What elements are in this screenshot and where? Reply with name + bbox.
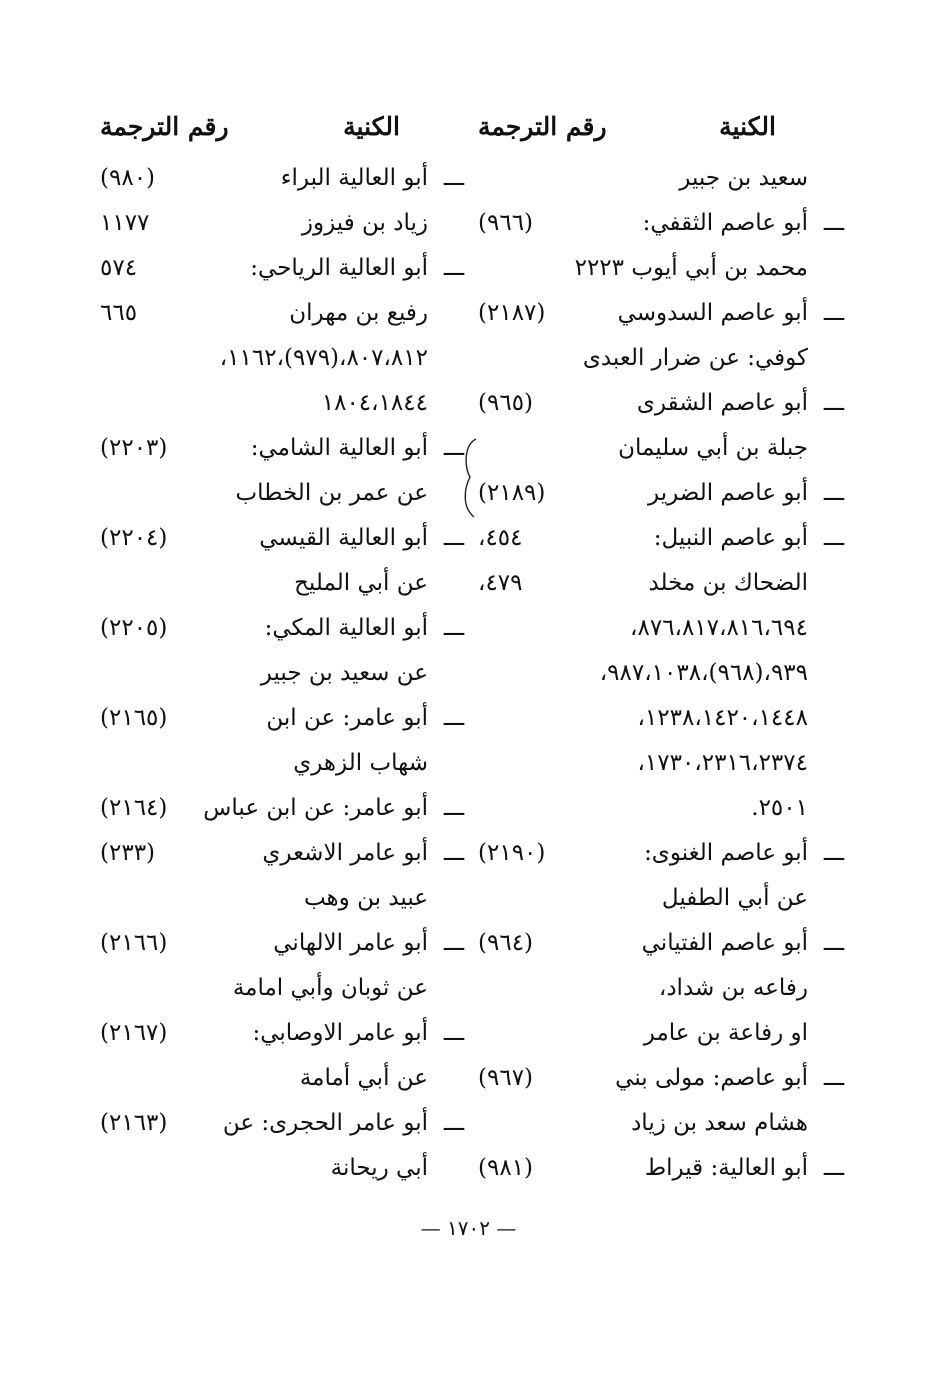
entry-row <box>478 561 850 606</box>
entry-row <box>478 156 850 201</box>
entry-row <box>478 966 850 1011</box>
left-entries <box>100 156 465 1191</box>
entry-row <box>478 876 850 921</box>
entry-row <box>478 786 850 831</box>
page-number: — ١٧٠٢ — <box>420 1216 517 1240</box>
entry-dash: ـــ <box>823 930 845 956</box>
entry-row <box>478 696 850 741</box>
entry-number: (٩٨١) <box>478 1155 534 1181</box>
entry-number-heading: رقم الترجمة <box>100 112 229 141</box>
entry-row <box>100 516 465 561</box>
entry-dash: ـــ <box>823 1155 845 1181</box>
entry-row <box>100 291 428 336</box>
entry-row <box>478 381 850 426</box>
entry-number: ٥٧٤ <box>100 255 138 281</box>
entry-row <box>100 696 465 741</box>
entry-row <box>100 1056 428 1101</box>
entry-text: أبو عاصم النبيل: <box>653 525 808 551</box>
entry-dash: ـــ <box>823 480 845 506</box>
entry-number: (٢١٦٦) <box>100 930 168 956</box>
entry-number: (٩٦٤) <box>478 930 534 956</box>
entry-text: أبو عاصم الغنوى: <box>644 840 808 866</box>
entry-text: ٨٠٧،٨١٢،(٩٧٩)،١١٦٢، <box>219 345 428 371</box>
entry-row <box>478 651 850 696</box>
entry-number: (٢١٦٤) <box>100 795 168 821</box>
entry-number: (٢٢٠٥) <box>100 615 168 641</box>
entry-text: عن أبي أمامة <box>299 1065 428 1091</box>
entry-dash: ـــ <box>443 615 465 641</box>
entry-row <box>100 606 465 651</box>
entry-number: (٩٦٥) <box>478 390 534 416</box>
entry-text: ١٢٣٨،١٤٢٠،١٤٤٨، <box>637 705 808 731</box>
entry-number: (٢١٨٩) <box>478 480 546 506</box>
entry-row <box>100 786 465 831</box>
entry-row <box>478 1056 850 1101</box>
entry-row <box>478 831 850 876</box>
entry-text: سعيد بن جبير <box>679 165 808 191</box>
entry-row <box>100 876 428 921</box>
entry-row <box>100 156 465 201</box>
entry-row <box>100 471 428 516</box>
entry-dash: ـــ <box>823 525 845 551</box>
entry-row <box>478 471 850 516</box>
entry-text: أبو عامر: عن ابن <box>266 705 428 731</box>
entry-text: ١٧٣٠،٢٣١٦،٢٣٧٤، <box>637 750 808 776</box>
entry-text: محمد بن أبي أيوب ٢٢٢٣ <box>574 255 808 281</box>
right-column-header <box>478 108 850 156</box>
entry-text: أبي ريحانة <box>330 1155 428 1181</box>
entry-dash: ـــ <box>443 435 465 461</box>
entry-number: (٢٢٠٤) <box>100 525 168 551</box>
entry-text: ٩٣٩،(٩٦٨)،٩٨٧،١٠٣٨، <box>599 660 808 686</box>
entry-text: أبو عاصم السدوسي <box>617 300 808 326</box>
entry-row <box>100 831 465 876</box>
right-column <box>478 108 850 1191</box>
entry-row <box>478 741 850 786</box>
entry-row <box>478 516 850 561</box>
entry-number-heading: رقم الترجمة <box>478 112 607 141</box>
left-column <box>100 108 465 1191</box>
entry-row <box>100 246 465 291</box>
entry-text: او رفاعة بن عامر <box>643 1020 808 1046</box>
entry-text: أبو عاصم الفتياني <box>641 930 808 956</box>
entry-number: (٢١٦٧) <box>100 1020 168 1046</box>
entry-row <box>100 966 428 1011</box>
entry-text: أبو عاصم الثقفي: <box>642 210 808 236</box>
entry-row <box>100 201 428 246</box>
entry-dash: ـــ <box>823 840 845 866</box>
entry-text: أبو عامر الاوصابي: <box>252 1020 428 1046</box>
entry-number: ١١٧٧ <box>100 210 150 236</box>
entry-row <box>478 426 850 471</box>
entry-row <box>478 336 850 381</box>
entry-text: شهاب الزهري <box>293 750 428 776</box>
entry-row <box>478 606 850 651</box>
entry-row <box>478 1101 850 1146</box>
entry-text: رفيع بن مهران <box>289 300 428 326</box>
entry-text: عن سعيد بن جبير <box>260 660 428 686</box>
entry-text: الضحاك بن مخلد <box>648 570 808 596</box>
entry-number: (٢٢٠٣) <box>100 435 168 461</box>
entry-dash: ـــ <box>443 840 465 866</box>
entry-text: أبو العالية البراء <box>280 165 428 191</box>
entry-text: أبو عامر الالهاني <box>273 930 428 956</box>
entry-text: أبو عاصم: مولى بني <box>615 1065 808 1091</box>
entry-dash: ـــ <box>443 705 465 731</box>
entry-row <box>100 336 428 381</box>
entry-row <box>478 201 850 246</box>
entry-text: ١٨٠٤،١٨٤٤ <box>321 390 428 416</box>
kunya-heading: الكنية <box>719 112 776 141</box>
entry-row <box>478 291 850 336</box>
entry-row <box>478 246 850 291</box>
entry-text: أبو العالية: قيراط <box>644 1155 808 1181</box>
entry-dash: ـــ <box>823 300 845 326</box>
entry-row <box>100 1101 465 1146</box>
entry-number: ٤٥٤، <box>478 525 523 551</box>
entry-number: (٩٨٠) <box>100 165 156 191</box>
entry-number: (٢١٨٧) <box>478 300 546 326</box>
entry-text: كوفي: عن ضرار العبدى <box>582 345 808 371</box>
entry-text: عن ثوبان وأبي امامة <box>232 975 428 1001</box>
entry-number: (٢١٦٣) <box>100 1110 168 1136</box>
entry-text: أبو عاصم الضرير <box>648 480 808 506</box>
entry-text: ٨٧٦،٨١٧،٨١٦،٦٩٤، <box>630 615 808 641</box>
entry-number: (٩٦٦) <box>478 210 534 236</box>
entry-text: أبو عامر الحجرى: عن <box>222 1110 428 1136</box>
entry-text: أبو العالية القيسي <box>259 525 428 551</box>
handwritten-bracket-mark <box>458 437 480 519</box>
entry-text: عن أبي الطفيل <box>661 885 808 911</box>
entry-dash: ـــ <box>443 525 465 551</box>
entry-text: أبو عامر: عن ابن عباس <box>203 795 428 821</box>
entry-dash: ـــ <box>823 1065 845 1091</box>
entry-row <box>478 1146 850 1191</box>
entry-number: ٦٦٥ <box>100 300 138 326</box>
entry-dash: ـــ <box>823 390 845 416</box>
entry-row <box>100 651 428 696</box>
entry-number: (٢١٦٥) <box>100 705 168 731</box>
left-column-header <box>100 108 428 156</box>
entry-text: أبو عاصم الشقرى <box>636 390 808 416</box>
entry-text: أبو العالية الشامي: <box>250 435 428 461</box>
entry-text: أبو العالية الرياحي: <box>250 255 428 281</box>
entry-dash: ـــ <box>443 165 465 191</box>
entry-text: أبو العالية المكي: <box>264 615 428 641</box>
entry-text: هشام سعد بن زياد <box>631 1110 808 1136</box>
kunya-heading: الكنية <box>343 112 400 141</box>
entry-row <box>100 921 465 966</box>
entry-number: (٢٣٣) <box>100 840 156 866</box>
entry-row <box>478 1011 850 1056</box>
entry-text: عبيد بن وهب <box>303 885 428 911</box>
entry-dash: ـــ <box>443 1020 465 1046</box>
entry-text: رفاعه بن شداد، <box>658 975 808 1001</box>
entry-row <box>100 426 465 471</box>
entry-number: (٩٦٧) <box>478 1065 534 1091</box>
right-entries <box>478 156 850 1191</box>
entry-text: ٢٥٠١. <box>751 795 808 821</box>
entry-text: عن عمر بن الخطاب <box>235 480 428 506</box>
entry-number: (٢١٩٠) <box>478 840 546 866</box>
entry-row <box>100 741 428 786</box>
entry-dash: ـــ <box>443 1110 465 1136</box>
entry-text: جبلة بن أبي سليمان <box>618 435 808 461</box>
entry-dash: ـــ <box>823 210 845 236</box>
entry-dash: ـــ <box>443 255 465 281</box>
entry-row <box>100 561 428 606</box>
entry-number: ٤٧٩، <box>478 570 523 596</box>
entry-text: عن أبي المليح <box>294 570 428 596</box>
entry-row <box>478 921 850 966</box>
entry-row <box>100 381 428 426</box>
entry-row <box>100 1011 465 1056</box>
entry-text: أبو عامر الاشعري <box>262 840 428 866</box>
entry-dash: ـــ <box>443 930 465 956</box>
entry-text: زياد بن فيزوز <box>301 210 428 236</box>
entry-dash: ـــ <box>443 795 465 821</box>
entry-row <box>100 1146 428 1191</box>
